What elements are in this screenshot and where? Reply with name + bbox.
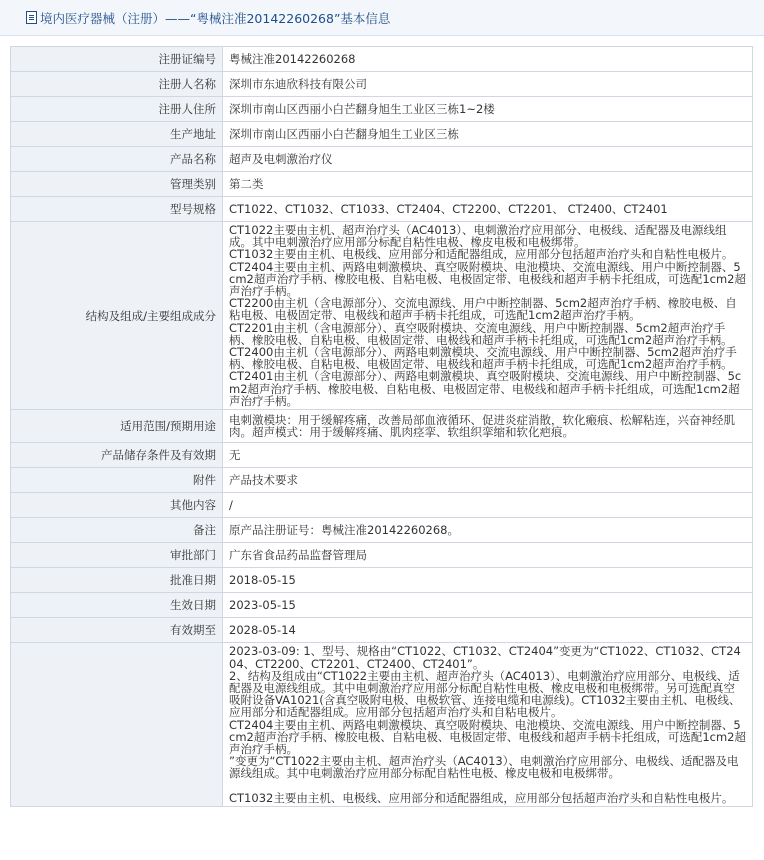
paragraph: 2023-03-09: 1、型号、规格由“CT1022、CT1032、CT2404”变更为“CT1022、CT1032、CT2404、CT2200、CT2201、CT2400、CT2401”。 [229,644,741,671]
table-row [11,97,753,122]
paragraph: 2、结构及组成由“CT1022主要由主机、超声治疗头（AC4013）、电刺激治疗应用部分、电极线、适配器及电源线组成。其中电刺激治疗应用部分标配自粘性电极、橡皮电极和电极绑带。另可选配真空吸附设备VA1021(含真空吸附电极、电极软管、连接电缆和电源线)。CT1032主要由主机、电极线、应用部分和适配器组成。应用部分包括超声治疗头和自粘电极片。 [229,668,741,720]
row-label: 产品名称 [11,147,223,172]
row-label: 审批部门 [11,543,223,568]
row-label: 产品储存条件及有效期 [11,443,223,468]
row-value: 2028-05-14 [223,618,753,643]
table-row [11,468,753,493]
row-label: 其他内容 [11,493,223,518]
paragraph: CT1022主要由主机、超声治疗头（AC4013）、电刺激治疗应用部分、电极线、适配器及电源线组成。其中电刺激治疗应用部分标配自粘性电极、橡皮电极和电极绑带。 [229,223,727,250]
row-value: 产品技术要求 [223,468,753,493]
row-label: 生产地址 [11,122,223,147]
row-value: / [223,493,753,518]
table-row [11,72,753,97]
row-label: 注册人名称 [11,72,223,97]
row-value: 深圳市南山区西丽小白芒翻身旭生工业区三栋1~2楼 [223,97,753,122]
structure-value [223,222,753,410]
row-label: 备注 [11,518,223,543]
table-row [11,147,753,172]
row-value: 原产品注册证号：粤械注准20142260268。 [223,518,753,543]
document-icon [26,11,37,24]
row-label: 结构及组成/主要组成成分 [11,222,223,410]
row-label: 型号规格 [11,197,223,222]
paragraph: CT1032主要由主机、电极线、应用部分和适配器组成，应用部分包括超声治疗头和自粘性电极片。 [229,247,734,262]
table-row [11,122,753,147]
row-value: 深圳市东迪欣科技有限公司 [223,72,753,97]
table-row [11,518,753,543]
paragraph: CT2400由主机（含电源部分）、两路电刺激模块、交流电源线、用户中断控制器、5cm2超声治疗手柄、橡胶电极、自粘电极、电极固定带、电极线和超声手柄卡托组成，可选配1cm2超声治疗手柄。 [229,345,737,372]
row-value: 深圳市南山区西丽小白芒翻身旭生工业区三栋 [223,122,753,147]
changes-row [11,643,753,806]
row-value: 广东省食品药品监督管理局 [223,543,753,568]
row-label: 适用范围/预期用途 [11,410,223,443]
row-label: 生效日期 [11,593,223,618]
page-title: 境内医疗器械（注册）——“粤械注准20142260268”基本信息 [40,10,391,26]
row-label: 注册人住所 [11,97,223,122]
table-row [11,493,753,518]
table-row [11,197,753,222]
row-value: CT1022、CT1032、CT1033、CT2404、CT2200、CT2201、 CT2400、CT2401 [223,197,753,222]
table-row [11,593,753,618]
paragraph: CT2201由主机（含电源部分）、真空吸附模块、交流电源线、用户中断控制器、5cm2超声治疗手柄、橡胶电极、自粘电极、电极固定带、电极线和超声手柄卡托组成，可选配1cm2超声治疗手柄。 [229,320,733,347]
changes-value [223,643,753,806]
page-header [0,0,764,36]
row-value: 2023-05-15 [223,593,753,618]
row-label [11,643,223,806]
paragraph: CT1032主要由主机、电极线、应用部分和适配器组成，应用部分包括超声治疗头和自粘性电极片。 [229,790,734,805]
row-value: 第二类 [223,172,753,197]
usage-row [11,410,753,443]
table-row [11,618,753,643]
paragraph [229,780,746,792]
row-value: 2018-05-15 [223,568,753,593]
table-row [11,443,753,468]
row-label: 有效期至 [11,618,223,643]
structure-row [11,222,753,410]
paragraph: CT2200由主机（含电源部分）、交流电源线、用户中断控制器、5cm2超声治疗手柄、橡胶电极、自粘电极、电极固定带、电极线和超声手柄卡托组成，可选配1cm2超声治疗手柄。 [229,296,737,323]
table-row [11,543,753,568]
row-label: 注册证编号 [11,47,223,72]
usage-value: 电刺激模块：用于缓解疼痛，改善局部血液循环、促进炎症消散，软化瘢痕、松解粘连，兴奋神经肌肉。超声模式：用于缓解疼痛、肌肉痉挛、软组织挛缩和软化疤痕。 [223,410,753,443]
table-row [11,47,753,72]
table-row [11,568,753,593]
row-label: 批准日期 [11,568,223,593]
paragraph: CT2404主要由主机、两路电刺激模块、真空吸附模块、电池模块、交流电源线、用户中断控制器、5cm2超声治疗手柄、橡胶电极、自粘电极、电极固定带、电极线和超声手柄卡托组成，可选配1cm2超声治疗手柄。 [229,717,746,757]
table-row [11,172,753,197]
paragraph: CT2401由主机（含电源部分）、两路电刺激模块、真空吸附模块、交流电源线、用户中断控制器、5cm2超声治疗手柄、橡胶电极、自粘电极、电极固定带、电极线和超声手柄卡托组成，可选配1cm2超声治疗手柄。 [229,369,742,408]
row-label: 附件 [11,468,223,493]
info-table [10,46,753,807]
paragraph: CT2404主要由主机、两路电刺激模块、真空吸附模块、电池模块、交流电源线、用户中断控制器、5cm2超声治疗手柄、橡胶电极、自粘电极、电极固定带、电极线和超声手柄卡托组成，可选配1cm2超声治疗手柄。 [229,259,746,299]
row-value: 粤械注准20142260268 [223,47,753,72]
paragraph: ”变更为“CT1022主要由主机、超声治疗头（AC4013）、电刺激治疗应用部分、电极线、适配器及电源线组成。其中电刺激治疗应用部分标配自粘性电极、橡皮电极和电极绑带。 [229,754,739,781]
row-label: 管理类别 [11,172,223,197]
row-value: 无 [223,443,753,468]
row-value: 超声及电刺激治疗仪 [223,147,753,172]
